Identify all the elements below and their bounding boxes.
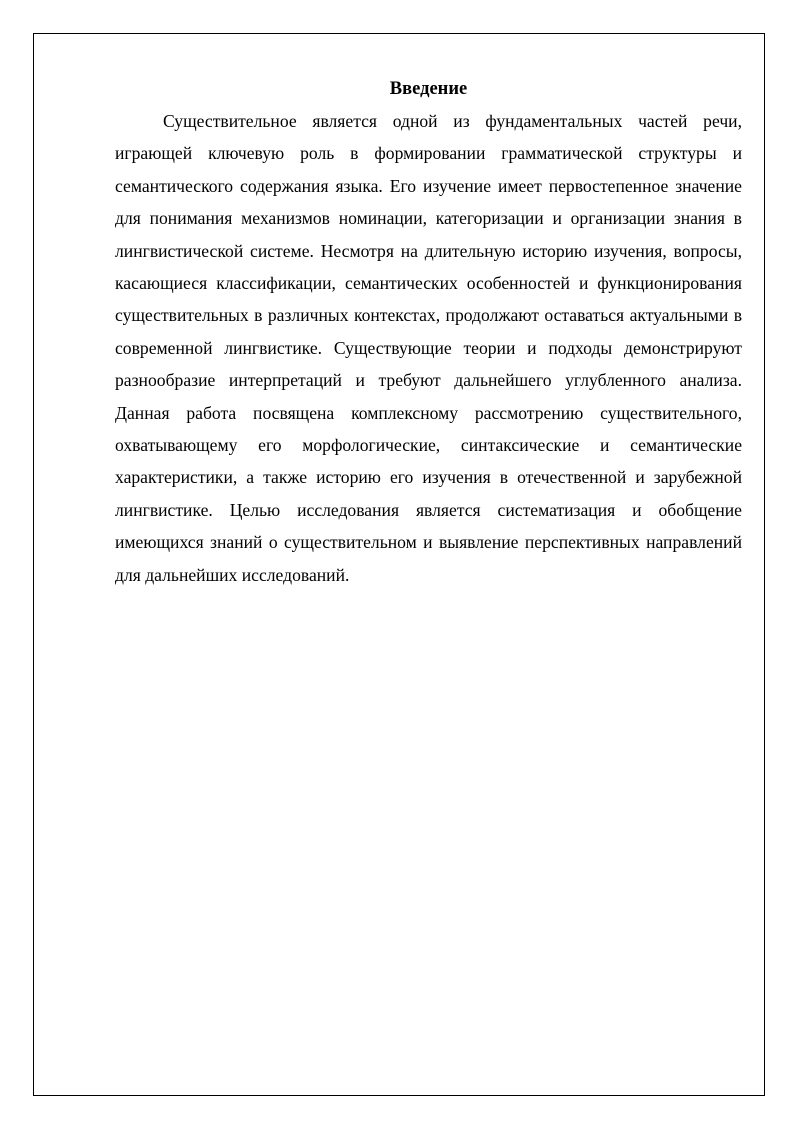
page-title: Введение: [389, 79, 468, 99]
intro-paragraph: Существительное является одной из фундаментальных частей речи, играющей ключевую роль в формировании грамматической структуры и семантического содержания языка. Его изучение имеет первостепенное значение для понимания механизмов номинации, категоризации и организации знания в лингвистической системе. Несмотря на длительную историю изучения, вопросы, касающиеся классификации, семантических особенностей и функционирования существительных в различных контекстах, продолжают оставаться актуальными в современной лингвистике. Существующие теории и подходы демонстрируют разнообразие интерпретаций и требуют дальнейшего углубленного анализа. Данная работа посвящена комплексному рассмотрению существительного, охватывающему его морфологические, синтаксические и семантические характеристики, а также историю его изучения в отечественной и зарубежной лингвистике. Целью исследования является систематизация и обобщение имеющихся знаний о существительном и выявление перспективных направлений для дальнейших исследований.: [115, 111, 742, 585]
document-content: [115, 76, 742, 591]
